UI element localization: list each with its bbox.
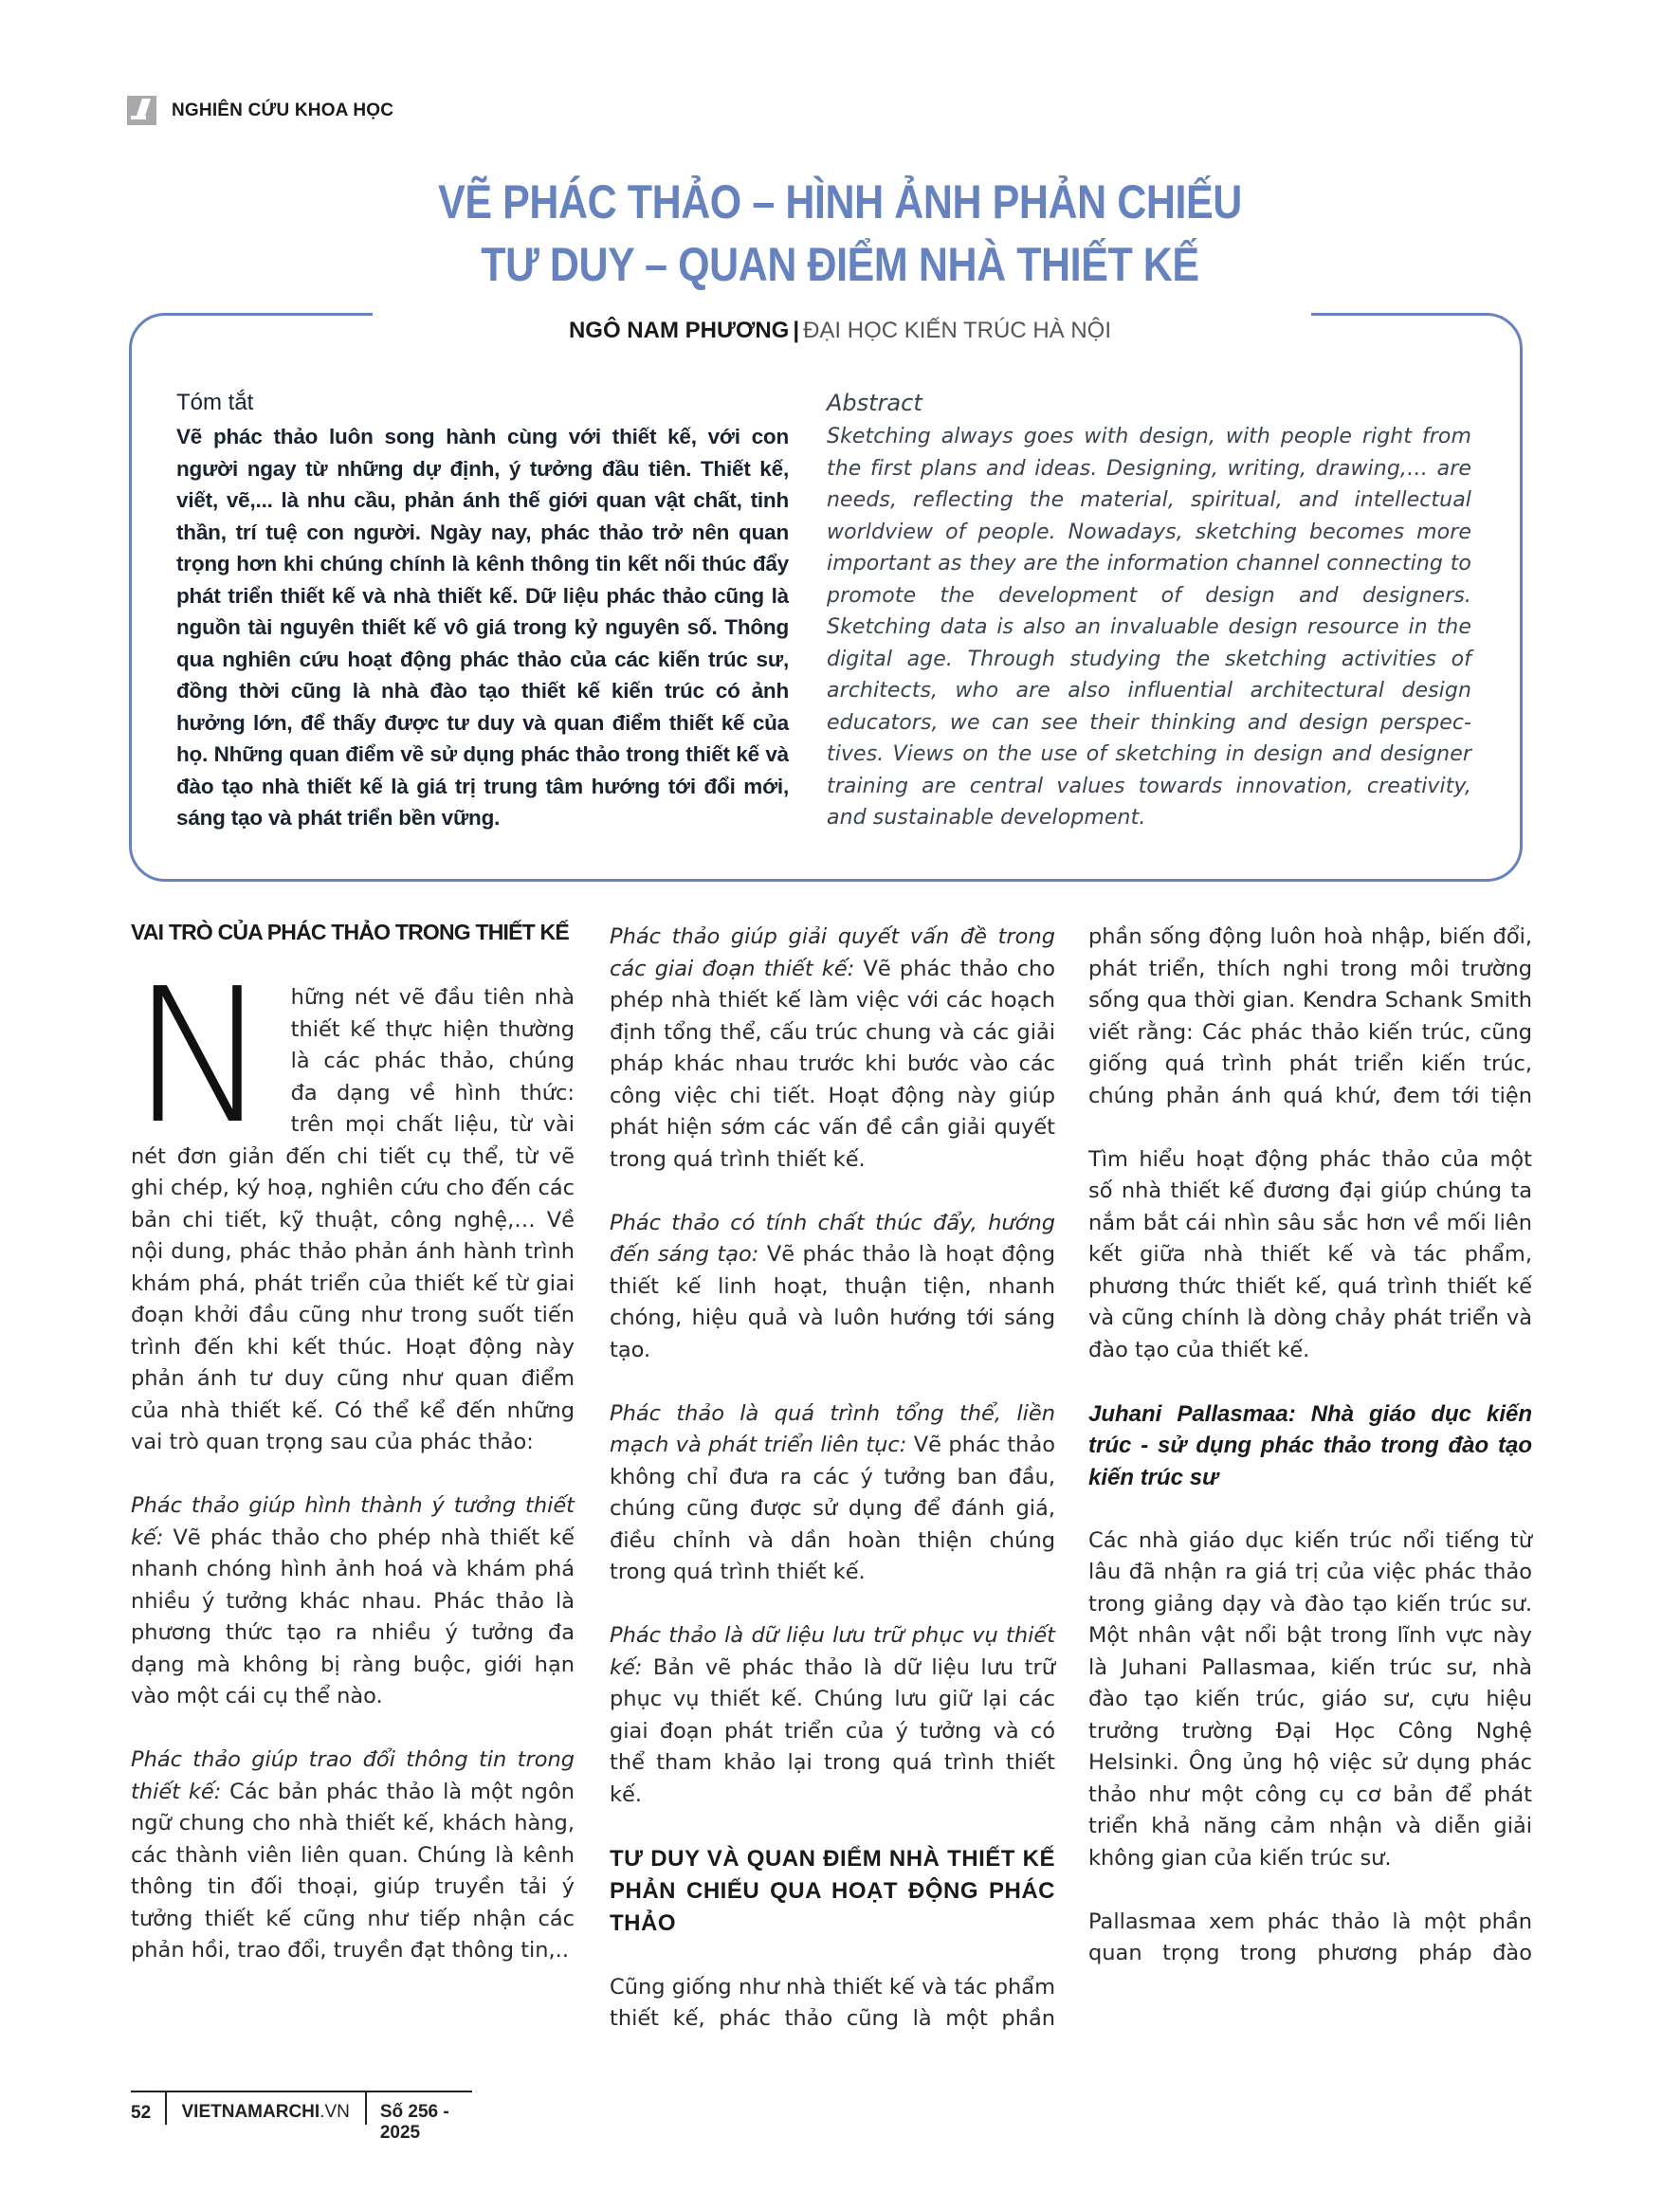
issue-number: Số 256 - 2025	[365, 2092, 472, 2125]
role-text: Các bản phác thảo là một ngôn ngữ chung cho nhà thiết kế, khách hàng, các thành viên liên quan. Chúng là kênh thông tin đối thoại, giúp truyền tải ý tưởng thiết kế cũng như tiếp nhận các phản hồi, trao đổi, truyền đạt thông tin,..	[131, 1779, 575, 1963]
role-paragraph	[610, 1398, 1055, 1589]
section2-paragraph-1-continued	[1088, 922, 1532, 1112]
article-title	[118, 171, 1562, 296]
role-lead: Phác thảo giúp hình thành ý tưởng thiết kế:	[131, 1493, 575, 1550]
section-heading-roles: VAI TRÒ CỦA PHÁC THẢO TRONG THIẾT KẾ	[131, 920, 569, 944]
page-number: 52	[131, 2103, 152, 2123]
abstract-vietnamese	[176, 389, 789, 834]
site-name-main: VIETNAMARCHI	[181, 2102, 320, 2122]
page-footer	[131, 2091, 472, 2143]
title-line-2: TƯ DUY – QUAN ĐIỂM NHÀ THIẾT KẾ	[481, 238, 1199, 291]
byline	[0, 317, 1680, 344]
role-lead: Phác thảo giúp giải quyết vấn đề trong các giai đoạn thiết kế:	[610, 924, 1055, 981]
role-paragraph	[610, 1620, 1055, 1811]
section-label: NGHIÊN CỨU KHOA HỌC	[172, 100, 394, 120]
role-lead: Phác thảo giúp trao đổi thông tin trong thiết kế:	[131, 1747, 575, 1804]
intro-text: hững nét vẽ đầu tiên nhà thiết kế thực hiện thường là các phác thảo, chúng đa dạng về hình thức: trên mọi chất liệu, từ vài nét đơn giản đến chi tiết cụ thể, từ vẽ ghi chép, ký hoạ, nghiên cứu cho đến các bản chi tiết, kỹ thuật, công nghệ,… Về nội dung, phác thảo phản ánh hành trình khám phá, phát triển của thiết kế từ giai đoạn khởi đầu cũng như trong suốt tiến trình đến khi kết thúc. Hoạt động này phản ánh tư duy cũng như quan điểm của nhà thiết kế. Có thể kể đến những vai trò quan trọng sau của phác thảo:	[131, 985, 575, 1454]
role-text: Vẽ phác thảo là hoạt động thiết kế linh hoạt, thuận tiện, nhanh chóng, hiệu quả và luôn hướng tới sáng tạo.	[610, 1242, 1056, 1362]
body-column-1	[131, 918, 575, 1999]
role-paragraph	[131, 1490, 575, 1713]
site-name	[165, 2092, 365, 2125]
drop-cap: N	[131, 949, 270, 1165]
section2-paragraph-1-continued-text: phần sống động luôn hoà nhập, biến đổi, phát triển, thích nghi trong môi trường sống qua thời gian. Kendra Schank Smith viết rằng: Các phác thảo kiến trúc, cũng giống quá trình phát triển kiến trúc, chúng phản ánh quá khứ, đem tới tiện	[1088, 924, 1532, 1108]
role-paragraph	[610, 922, 1055, 1176]
section-logo-icon	[127, 96, 156, 125]
site-name-tld: .VN	[320, 2102, 350, 2122]
role-text: Vẽ phác thảo không chỉ đưa ra các ý tưởng ban đầu, chúng cũng được sử dụng để đánh giá, điều chỉnh và dần hoàn thiện chúng trong quá trình thiết kế.	[610, 1433, 1055, 1584]
role-lead: Phác thảo là dữ liệu lưu trữ phục vụ thiết kế:	[610, 1623, 1055, 1680]
body-column-2	[610, 922, 1055, 2036]
section2-paragraph-2: Tìm hiểu hoạt động phác thảo của một số nhà thiết kế đương đại giúp chúng ta nắm bắt cái nhìn sâu sắc hơn về mối liên kết giữa nhà thiết kế và tác phẩm, phương thức thiết kế, quá trình thiết kế và cũng chính là dòng chảy phát triển và đào tạo của thiết kế.	[1088, 1146, 1532, 1362]
byline-separator: |	[793, 318, 800, 343]
abstract-en-heading: Abstract	[827, 390, 922, 416]
abstract-english	[827, 389, 1471, 834]
role-text: Vẽ phác thảo cho phép nhà thiết kế nhanh chóng hình ảnh hoá và khám phá nhiều ý tưởng khác nhau. Phác thảo là phương thức tạo ra nhiều ý tưởng đa dạng mà không bị ràng buộc, giới hạn vào một cái cụ thể nào.	[131, 1525, 575, 1708]
role-text: Vẽ phác thảo cho phép nhà thiết kế làm việc với các hoạch định tổng thể, cấu trúc chung và các giải pháp khác nhau trước khi bước vào các công việc chi tiết. Hoạt động này giúp phát hiện sớm các vấn đề cần giải quyết trong quá trình thiết kế.	[610, 956, 1055, 1172]
author-affiliation: ĐẠI HỌC KIẾN TRÚC HÀ NỘI	[803, 318, 1112, 343]
section2-paragraph-1: Cũng giống như nhà thiết kế và tác phẩm thiết kế, phác thảo cũng là một phần	[610, 1974, 1055, 2031]
abstract-en-text: Sketching always goes with design, with people right from the first plans and ideas. Designing, writing, drawing,… are needs, reflecting the material, spiritual, and intellectual worldview of people. Nowadays, sketching becomes more important as they are the information channel connecting to promote the development of design and designers. Sketching data is also an invaluable design resource in the digital age. Through studying the sketching activities of architects, who are also influential architectural design educators, we can see their thinking and design perspectives. Views on the use of sketching in design and designer training are central values towards innovation, creativity, and sustainable development.	[827, 425, 1471, 830]
section-heading-thinking: TƯ DUY VÀ QUAN ĐIỂM NHÀ THIẾT KẾ PHẢN CHIẾU QUA HOẠT ĐỘNG PHÁC THẢO	[610, 1845, 1055, 1936]
role-lead: Phác thảo có tính chất thúc đẩy, hướng đến sáng tạo:	[610, 1210, 1055, 1267]
intro-paragraph	[131, 949, 575, 1459]
role-paragraph	[131, 1744, 575, 1967]
role-paragraph	[610, 1208, 1055, 1367]
pallasmaa-paragraph-2: Pallasmaa xem phác thảo là một phần quan trọng trong phương pháp đào	[1088, 1909, 1532, 1965]
pallasmaa-paragraph-1: Các nhà giáo dục kiến trúc nổi tiếng từ lâu đã nhận ra giá trị của việc phác thảo trong giảng dạy và đào tạo kiến trúc sư. Một nhân vật nổi bật trong lĩnh vực này là Juhani Pallasmaa, kiến trúc sư, nhà đào tạo kiến trúc, giáo sư, cựu hiệu trưởng trường Đại Học Công Nghệ Helsinki. Ông ủng hộ việc sử dụng phác thảo như một công cụ cơ bản để phát triển khả năng cảm nhận và diễn giải không gian của kiến trúc sư.	[1088, 1527, 1532, 1871]
abstract-vi-heading: Tóm tắt	[176, 390, 254, 415]
role-lead: Phác thảo là quá trình tổng thể, liền mạch và phát triển liên tục:	[610, 1400, 1055, 1457]
body-column-3	[1088, 922, 1532, 2001]
author-name: NGÔ NAM PHƯƠNG	[568, 318, 790, 343]
abstract-vi-text: Vẽ phác thảo luôn song hành cùng với thiết kế, với con người ngay từ những dự định, ý tưởng đầu tiên. Thiết kế, viết, vẽ,... là nhu cầu, phản ánh thế giới quan vật chất, tinh thần, trí tuệ con người. Ngày nay, phác thảo trở nên quan trọng hơn khi chúng chính là kênh thông tin kết nối thúc đẩy phát triển thiết kế và nhà thiết kế. Dữ liệu phác thảo cũng là nguồn tài nguyên thiết kế vô giá trong kỷ nguyên số. Thông qua nghiên cứu hoạt động phác thảo của các kiến trúc sư, đồng thời cũng là nhà đào tạo thiết kế kiến trúc có ảnh hưởng lớn, để thấy được tư duy và quan điểm thiết kế của họ. Những quan điểm về sử dụng phác thảo trong thiết kế và đào tạo nhà thiết kế là giá trị trung tâm hướng tới đổi mới, sáng tạo và phát triển bền vững.	[176, 425, 789, 830]
subsection-heading-pallasmaa: Juhani Pallasmaa: Nhà giáo dục kiến trúc - sử dụng phác thảo trong đào tạo kiến trúc sư	[1088, 1400, 1532, 1490]
title-line-1: VẼ PHÁC THẢO – HÌNH ẢNH PHẢN CHIẾU	[438, 175, 1242, 228]
role-text: Bản vẽ phác thảo là dữ liệu lưu trữ phục vụ thiết kế. Chúng lưu giữ lại các giai đoạn phát triển của ý tưởng và có thể tham khảo lại trong quá trình thiết kế.	[610, 1654, 1055, 1807]
section-tag	[127, 96, 393, 125]
